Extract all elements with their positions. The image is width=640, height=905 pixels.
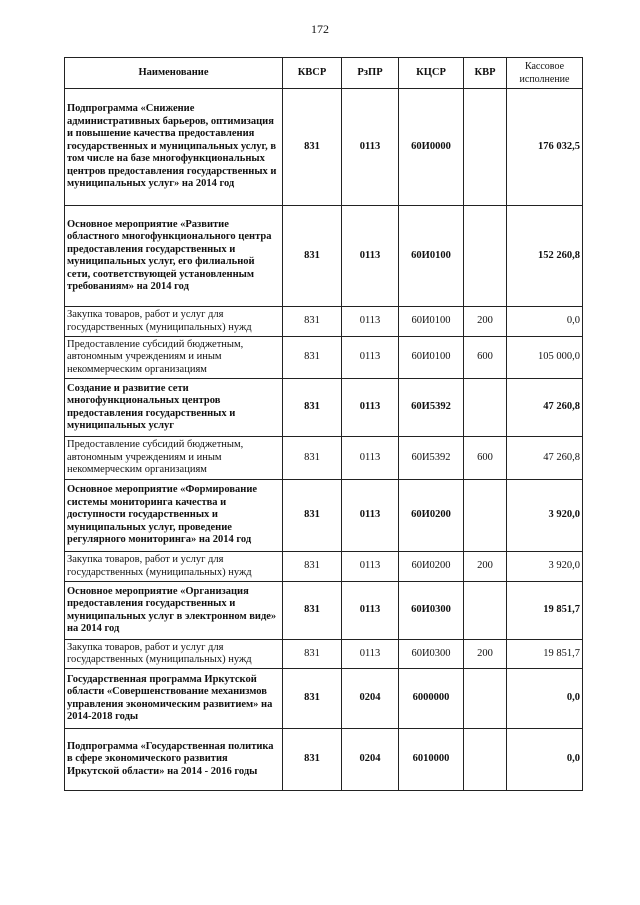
cell-kvr: [464, 669, 507, 729]
table-row: [65, 729, 583, 791]
table-row: [65, 552, 583, 582]
cell-rzpr: 0113: [342, 89, 399, 206]
cell-kcsr: 60И0000: [399, 89, 464, 206]
cell-kvr: [464, 480, 507, 552]
cell-kvsr: 831: [283, 206, 342, 307]
header-kcsr: КЦСР: [399, 58, 464, 89]
table-row: [65, 379, 583, 437]
cell-kvsr: 831: [283, 437, 342, 480]
cell-kcsr: 6010000: [399, 729, 464, 791]
cell-kvr: [464, 89, 507, 206]
cell-rzpr: 0113: [342, 552, 399, 582]
cell-name: Основное мероприятие «Формирование системы мониторинга качества и доступности государственных и муниципальных услуг, проведение регулярного мониторинга» на 2014 год: [65, 480, 283, 552]
cell-kvr: [464, 582, 507, 640]
cell-amount: 47 260,8: [507, 437, 583, 480]
cell-rzpr: 0113: [342, 206, 399, 307]
table-header-row: [65, 58, 583, 89]
cell-amount: 3 920,0: [507, 480, 583, 552]
cell-kvr: 600: [464, 337, 507, 379]
cell-kvr: 600: [464, 437, 507, 480]
cell-kvr: 200: [464, 552, 507, 582]
cell-kvsr: 831: [283, 89, 342, 206]
cell-name: Государственная программа Иркутской области «Совершенствование механизмов управления экономическим развитием» на 2014-2018 годы: [65, 669, 283, 729]
cell-kvsr: 831: [283, 582, 342, 640]
cell-name: Подпрограмма «Государственная политика в сфере экономического развития Иркутской области» на 2014 - 2016 годы: [65, 729, 283, 791]
header-kvsr: КВСР: [283, 58, 342, 89]
cell-kcsr: 60И0300: [399, 582, 464, 640]
cell-amount: 176 032,5: [507, 89, 583, 206]
cell-kvsr: 831: [283, 640, 342, 669]
cell-kcsr: 60И0100: [399, 206, 464, 307]
cell-amount: 152 260,8: [507, 206, 583, 307]
cell-name: Предоставление субсидий бюджетным, автономным учреждениям и иным некоммерческим организациям: [65, 437, 283, 480]
table-row: [65, 582, 583, 640]
cell-amount: 0,0: [507, 669, 583, 729]
cell-kvsr: 831: [283, 480, 342, 552]
cell-kcsr: 60И0200: [399, 552, 464, 582]
cell-kcsr: 60И5392: [399, 437, 464, 480]
cell-amount: 47 260,8: [507, 379, 583, 437]
table-body: [65, 89, 583, 791]
cell-amount: 105 000,0: [507, 337, 583, 379]
cell-name: Предоставление субсидий бюджетным, автономным учреждениям и иным некоммерческим организациям: [65, 337, 283, 379]
cell-name: Закупка товаров, работ и услуг для государственных (муниципальных) нужд: [65, 552, 283, 582]
cell-kcsr: 60И0300: [399, 640, 464, 669]
cell-kvr: [464, 379, 507, 437]
cell-amount: 0,0: [507, 729, 583, 791]
table-row: [65, 669, 583, 729]
cell-kcsr: 60И0100: [399, 307, 464, 337]
page-number: 172: [311, 22, 329, 36]
cell-name: Создание и развитие сети многофункциональных центров предоставления государственных и муниципальных услуг: [65, 379, 283, 437]
cell-kvr: 200: [464, 307, 507, 337]
table-row: [65, 307, 583, 337]
table-row: [65, 437, 583, 480]
budget-execution-table: [64, 57, 583, 791]
cell-rzpr: 0113: [342, 337, 399, 379]
table-row: [65, 206, 583, 307]
cell-kvr: [464, 206, 507, 307]
cell-kcsr: 60И0100: [399, 337, 464, 379]
cell-rzpr: 0113: [342, 480, 399, 552]
cell-kvsr: 831: [283, 307, 342, 337]
header-kvr: КВР: [464, 58, 507, 89]
cell-kvr: [464, 729, 507, 791]
cell-rzpr: 0113: [342, 437, 399, 480]
cell-rzpr: 0113: [342, 307, 399, 337]
cell-rzpr: 0204: [342, 729, 399, 791]
table-row: [65, 640, 583, 669]
cell-kcsr: 60И5392: [399, 379, 464, 437]
cell-rzpr: 0204: [342, 669, 399, 729]
cell-amount: 19 851,7: [507, 582, 583, 640]
cell-kvsr: 831: [283, 552, 342, 582]
cell-name: Закупка товаров, работ и услуг для государственных (муниципальных) нужд: [65, 640, 283, 669]
cell-amount: 0,0: [507, 307, 583, 337]
cell-name: Подпрограмма «Снижение административных барьеров, оптимизация и повышение качества предоставления государственных и муниципальных услуг, в том числе на базе многофункциональных центров предоставления государственных и муниципальных услуг» на 2014 год: [65, 89, 283, 206]
table-row: [65, 337, 583, 379]
cell-kvsr: 831: [283, 337, 342, 379]
header-amount: Кассовое исполнение: [507, 58, 583, 89]
cell-rzpr: 0113: [342, 379, 399, 437]
cell-kvsr: 831: [283, 669, 342, 729]
table-row: [65, 480, 583, 552]
cell-amount: 3 920,0: [507, 552, 583, 582]
cell-amount: 19 851,7: [507, 640, 583, 669]
cell-kcsr: 60И0200: [399, 480, 464, 552]
cell-kvr: 200: [464, 640, 507, 669]
header-rzpr: РзПР: [342, 58, 399, 89]
cell-rzpr: 0113: [342, 640, 399, 669]
cell-name: Основное мероприятие «Развитие областного многофункционального центра предоставления государственных и муниципальных услуг, его филиальной сети, соответствующей установленным требованиям» на 2014 год: [65, 206, 283, 307]
cell-kvsr: 831: [283, 379, 342, 437]
header-name: Наименование: [65, 58, 283, 89]
table-row: [65, 89, 583, 206]
cell-kvsr: 831: [283, 729, 342, 791]
cell-name: Закупка товаров, работ и услуг для государственных (муниципальных) нужд: [65, 307, 283, 337]
cell-kcsr: 6000000: [399, 669, 464, 729]
cell-rzpr: 0113: [342, 582, 399, 640]
cell-name: Основное мероприятие «Организация предоставления государственных и муниципальных услуг в электронном виде» на 2014 год: [65, 582, 283, 640]
